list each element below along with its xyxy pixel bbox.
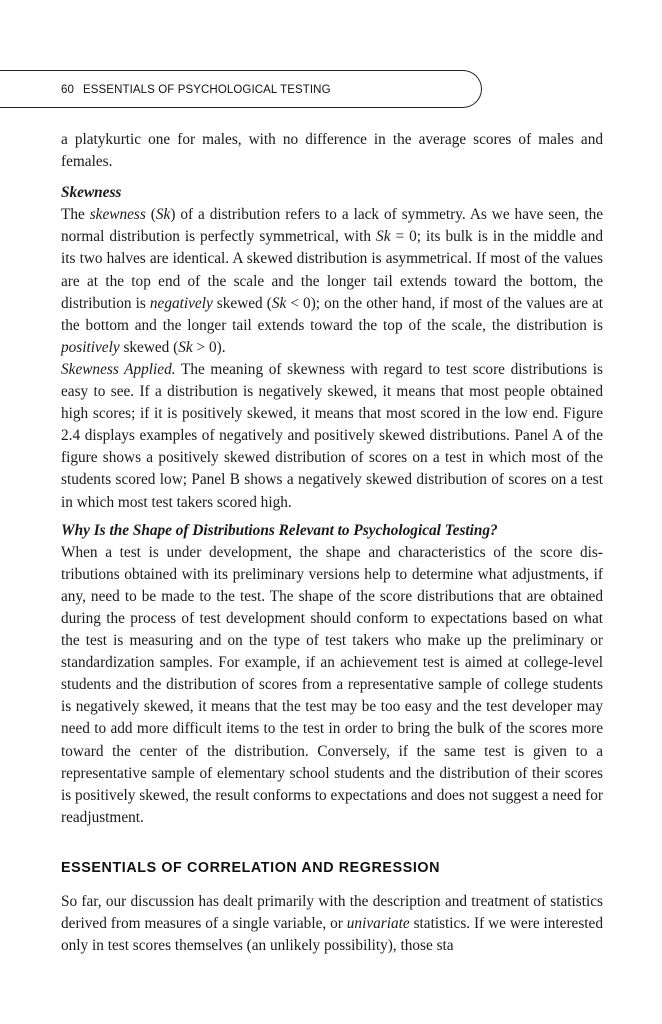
skewness-applied-paragraph	[61, 359, 603, 514]
running-title: ESSENTIALS OF PSYCHOLOGICAL TESTING	[83, 84, 331, 96]
correlation-intro-paragraph	[61, 891, 603, 957]
text-run: (	[145, 206, 156, 224]
symbol-sk: Sk	[271, 294, 287, 312]
term-univariate: univariate	[346, 915, 410, 933]
text-run: = 0; its bulk is in the middle and its two halves are identical. A skewed distribution is asymmetrical. If most of the values are at the top end of the scale and the longer tail extends toward the bottom, the distribution is	[61, 228, 604, 312]
intro-paragraph: a platykurtic one for males, with no difference in the average scores of males and females.	[61, 131, 603, 171]
text-run: ) of a distribution refers to a lack of symmetry. As we have seen, the normal distribution is perfectly symmetrical, with	[61, 206, 604, 246]
text-run: statistics. If we were interested only in test scores themselves (an unlikely possibility), those sta	[61, 915, 603, 955]
text-run: > 0).	[192, 338, 226, 356]
skewness-heading: Skewness	[61, 184, 122, 202]
symbol-sk: Sk	[376, 228, 391, 246]
text-run: skewed (	[119, 338, 179, 356]
section-heading: ESSENTIALS OF CORRELATION AND REGRESSION	[61, 859, 441, 876]
text-run: < 0); on the other hand, if most of the values are at the bottom and the longer tail extends toward the top of the scale, the distribution is	[61, 294, 604, 334]
page-body	[61, 129, 603, 957]
symbol-sk: Sk	[178, 338, 193, 356]
skewness-applied-label: Skewness Applied.	[61, 360, 176, 378]
term-skewness: skewness	[89, 206, 146, 224]
text-run: So far, our discussion has dealt primarily with the description and treatment of statistics derived from measures of a single variable, or	[61, 893, 603, 933]
term-positively: positively	[61, 338, 120, 356]
text-run: The	[61, 206, 90, 224]
why-shape-paragraph: When a test is under development, the shape and characteristics of the score distributions obtained with its preliminary versions help to determine what adjustments, if any, need to be made to the test. The shape of the score distributions that are obtained during the process of test development should conform to expectations based on what the test is measuring and on the type of test takers who make up the preliminary or standardization samples. For example, if an achievement test is aimed at college-level students and the distribution of scores from a representative sample of college students is negatively skewed, it means that the test may be too easy and the test developer may need to add more difficult items to the test in order to bring the bulk of the scores more toward the center of the distribution. Conversely, if the same test is given to a representative sample of elementary school students and the distribution of their scores is positively skewed, the result conforms to expectations and does not suggest a need for readjustment.	[61, 543, 603, 826]
term-negatively: negatively	[149, 294, 213, 312]
text-run: The meaning of skewness with regard to test score distributions is easy to see. If a distribution is negatively skewed, it means that most people obtained high scores; if it is positively skewed, it means that most scored in the low end. Figure 2.4 displays examples of negatively and positively skewed distributions. Panel A of the figure shows a positively skewed distribution of scores on a test in which most of the students scored low; Panel B shows a negatively skewed distribution of scores on a test in which most test takers scored high.	[61, 360, 603, 511]
page-number: 60	[61, 84, 74, 96]
skewness-paragraph	[61, 204, 603, 359]
text-run: skewed (	[212, 294, 272, 312]
why-shape-heading: Why Is the Shape of Distributions Relevant to Psychological Testing?	[61, 521, 498, 539]
symbol-sk: Sk	[155, 206, 171, 224]
running-header	[61, 84, 331, 96]
